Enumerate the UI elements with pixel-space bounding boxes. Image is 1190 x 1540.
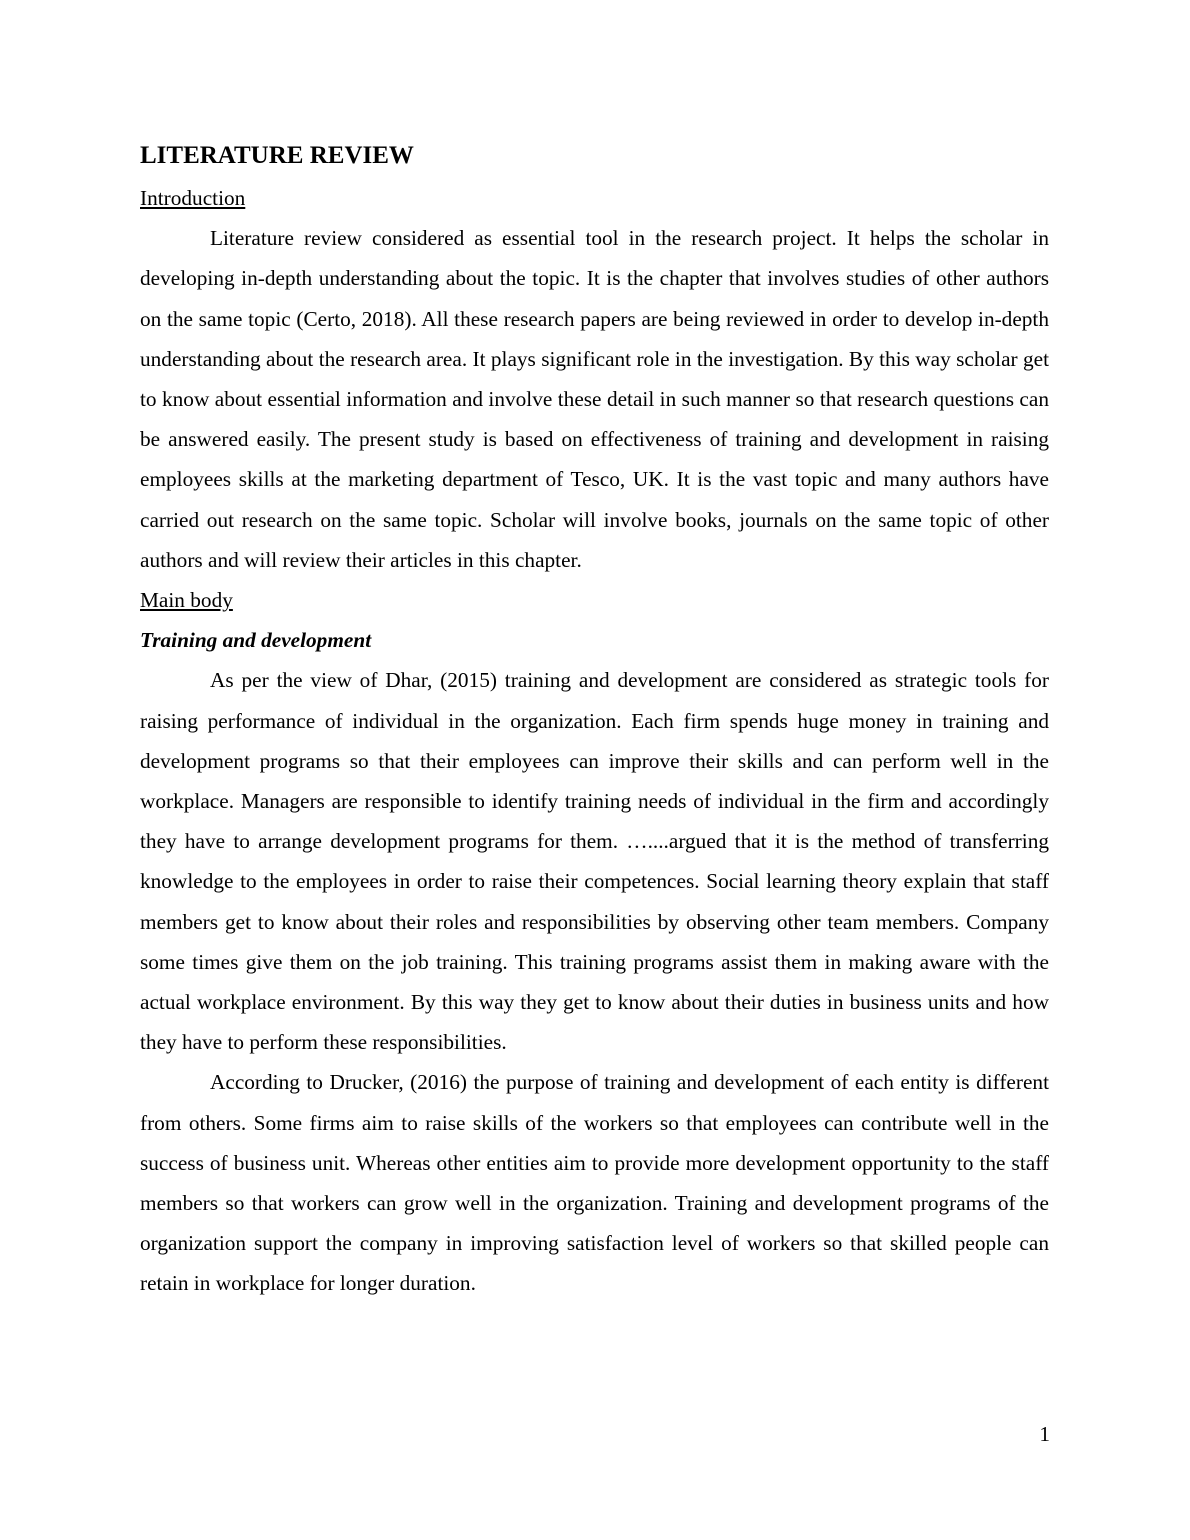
main-body-heading: Main body (140, 588, 233, 613)
introduction-heading: Introduction (140, 186, 246, 210)
training-paragraph-1: As per the view of Dhar, (2015) training and development are considered as strategic tools for raising performance of individual in the organization. Each firm spends huge money in training and development programs so that their employees can improve their skills and can perform well in the workplace. Managers are responsible to identify training needs of individual in the firm and accordingly they have to arrange development programs for them. …....argued that it is the method of transferring knowledge to the employees in order to raise their competences. Social learning theory explain that staff members get to know about their roles and responsibilities by observing other team members. Company some times give them on the job training. This training programs assist them in making aware with the actual workplace environment. By this way they get to know about their duties in business units and how they have to perform these responsibilities. (140, 668, 1049, 1055)
page-content (140, 138, 1049, 1304)
training-development-heading: Training and development (140, 628, 372, 653)
page-title: LITERATURE REVIEW (140, 142, 414, 169)
training-paragraph-2: According to Drucker, (2016) the purpose of training and development of each entity is different from others. Some firms aim to raise skills of the workers so that employees can contribute well in the success of business unit. Whereas other entities aim to provide more development opportunity to the staff members so that workers can grow well in the organization. Training and development programs of the organization support the company in improving satisfaction level of workers so that skilled people can retain in workplace for longer duration. (140, 1070, 1049, 1296)
page-number: 1 (1039, 1422, 1050, 1446)
introduction-paragraph: Literature review considered as essential tool in the research project. It helps the scholar in developing in-depth understanding about the topic. It is the chapter that involves studies of other authors on the same topic (Certo, 2018). All these research papers are being reviewed in order to develop in-depth understanding about the research area. It plays significant role in the investigation. By this way scholar get to know about essential information and involve these detail in such manner so that research questions can be answered easily. The present study is based on effectiveness of training and development in raising employees skills at the marketing department of Tesco, UK. It is the vast topic and many authors have carried out research on the same topic. Scholar will involve books, journals on the same topic of other authors and will review their articles in this chapter. (140, 226, 1049, 572)
